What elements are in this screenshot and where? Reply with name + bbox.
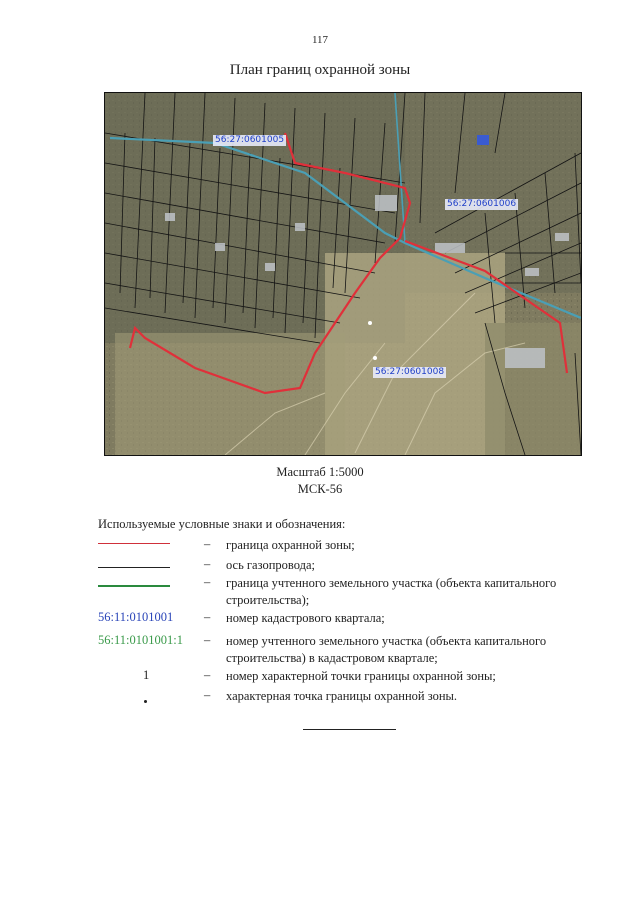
black-line-symbol [98, 567, 170, 568]
cadastral-map[interactable] [104, 92, 582, 456]
legend-item-parcel-number [98, 633, 588, 669]
legend-symbol [98, 688, 211, 706]
legend-text: граница учтенного земельного участка (объекта капитального строительства); [226, 576, 557, 607]
green-line-symbol [98, 585, 170, 587]
legend-symbol [98, 575, 211, 593]
legend-text: номер характерной точки границы охранной зоны; [226, 669, 496, 683]
red-line-symbol [98, 543, 170, 544]
legend-dash: – [204, 537, 211, 551]
legend-item-parcel-boundary [98, 575, 588, 611]
page-number: 117 [311, 34, 329, 46]
legend-item-pipeline-axis [98, 557, 588, 577]
quarter-label-3[interactable]: 56:27:0601008 [375, 367, 445, 377]
parcel-number-sample: 56:11:0101001:1 [98, 633, 183, 647]
legend-symbol [98, 557, 211, 575]
legend-text: ось газопровода; [226, 558, 316, 572]
legend-text: номер учтенного земельного участка (объекта капитального строительства) в кадастровом квартале; [226, 634, 547, 665]
legend-dash: – [204, 557, 211, 571]
characteristic-point [373, 356, 377, 360]
legend-item-point-number [98, 668, 588, 688]
legend-dash: – [204, 633, 211, 647]
footer-rule [303, 729, 396, 730]
legend-symbol [98, 633, 211, 651]
legend-text: номер кадастрового квартала; [226, 611, 385, 625]
legend-text: характерная точка границы охранной зоны. [226, 689, 458, 703]
legend-dash: – [204, 688, 211, 702]
map-svg [105, 93, 581, 455]
legend-symbol [98, 668, 211, 686]
legend-symbol [98, 537, 211, 555]
legend-heading: Используемые условные знаки и обозначения: [98, 517, 346, 531]
legend-item-point [98, 688, 588, 708]
blue-roof-building [477, 135, 489, 145]
legend-item-zone-boundary [98, 537, 588, 557]
open-land-south [115, 333, 345, 455]
quarter-number-sample: 56:11:0101001 [98, 610, 174, 624]
legend-text: граница охранной зоны; [226, 538, 355, 552]
map-scale: Масштаб 1:5000 [276, 465, 364, 479]
legend-item-quarter-number [98, 610, 588, 630]
page-title: План границ охранной зоны [229, 62, 411, 78]
legend-dash: – [204, 610, 211, 624]
coordinate-system: МСК-56 [297, 482, 343, 496]
quarter-label-1[interactable]: 56:27:0601005 [215, 135, 285, 145]
dot-icon [144, 700, 147, 703]
point-number-sample: 1 [143, 668, 150, 682]
legend-dash: – [204, 668, 211, 682]
quarter-label-2[interactable]: 56:27:0601006 [447, 199, 517, 209]
characteristic-point [368, 321, 372, 325]
legend-dash: – [204, 575, 211, 589]
open-land [325, 253, 505, 455]
open-land-east [485, 323, 581, 455]
legend-symbol [98, 610, 211, 628]
